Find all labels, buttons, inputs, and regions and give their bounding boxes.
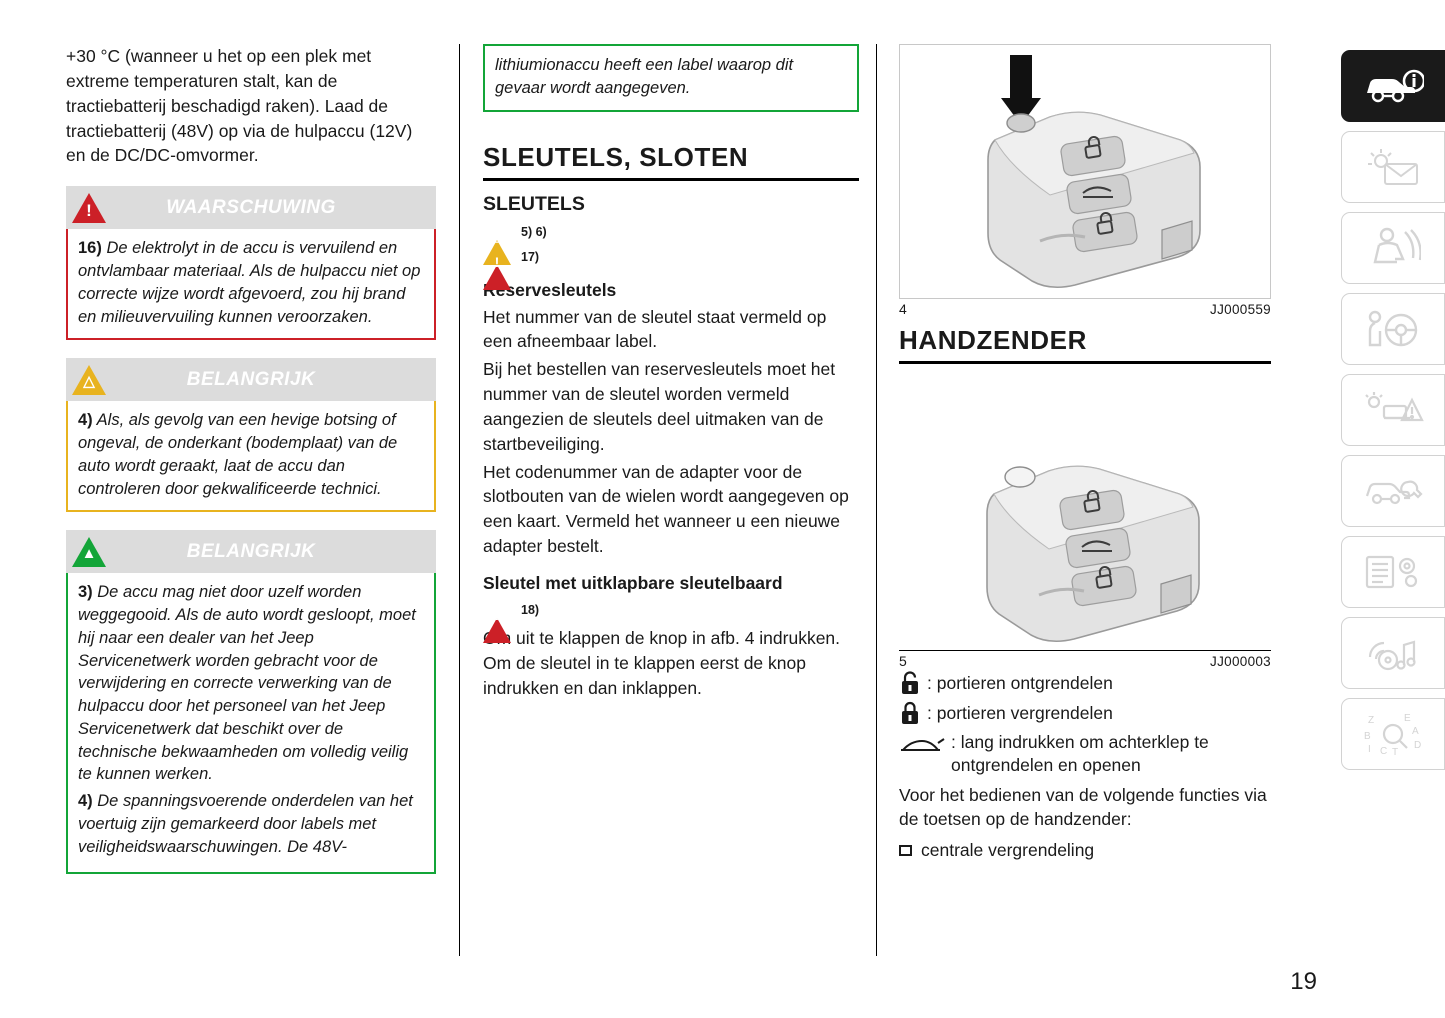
- unlock-icon: [899, 671, 921, 695]
- heading-remote-control: HANDZENDER: [899, 325, 1271, 364]
- caution-triangle-yellow-icon: △: [483, 223, 511, 241]
- warning-triangle-red-icon: !: [483, 248, 511, 266]
- svg-text:B: B: [1364, 731, 1371, 742]
- reference-row-1: [483, 223, 859, 244]
- heading-folding-key: Sleutel met uitklapbare sleutelbaard: [483, 572, 783, 593]
- legend-text-tailgate: : lang indrukken om achterklep te ontgrendelen en openen: [951, 732, 1209, 775]
- page-number: 19: [1290, 968, 1317, 995]
- tab-multimedia[interactable]: [1341, 617, 1445, 689]
- svg-text:D: D: [1414, 740, 1422, 751]
- emergency-warning-icon: [1362, 390, 1424, 430]
- notice-warning-number: 16): [78, 239, 102, 258]
- folding-key-image: [899, 44, 1271, 299]
- svg-text:E: E: [1404, 713, 1411, 724]
- legend-text-lock: : portieren vergrendelen: [927, 702, 1113, 723]
- chapter-tab-rail: [1335, 50, 1445, 779]
- multimedia-note-icon: [1364, 633, 1422, 673]
- notice-warning-header: [66, 186, 436, 229]
- folding-key-paragraph: Om uit te klappen de knop in afb. 4 indrukken. Om de sleutel in te klappen eerst de knop indrukken en dan inklappen.: [483, 627, 841, 698]
- tab-emergency[interactable]: [1341, 374, 1445, 446]
- folding-key-caption: [899, 299, 1271, 317]
- remote-control-illustration: [899, 374, 1269, 644]
- notice-green-text-1: De accu mag niet door uzelf worden weggegooid. Als de auto wordt gesloopt, moet hij naar een dealer van het Jeep Servicenetwerk worden gebracht voor de verwijdering en correcte verwerking van de hulpaccu door het personeel van het Jeep Servicenetwerk dat beschikt over de technische bekwaamheden om volledig veilig te kunnen werken.: [78, 583, 416, 784]
- notice-warning-text: De elektrolyt in de accu is vervuilend en ontvlambaar materiaal. Als de hulpaccu niet op correcte wijze wordt afgevoerd, zou hij brand en milieuvervuiling kunnen veroorzaken.: [78, 239, 421, 326]
- car-info-icon: [1362, 67, 1424, 105]
- environment-triangle-green-icon: ▲: [72, 535, 106, 569]
- remote-legend: [899, 671, 1271, 861]
- section-heading-keys-locks: SLEUTELS, SLOTEN: [483, 142, 859, 181]
- remote-control-key-figure: [899, 374, 1271, 669]
- svg-text:T: T: [1392, 747, 1399, 756]
- column-left: [66, 44, 436, 970]
- notice-important-yellow-title: BELANGRIJK: [186, 368, 316, 390]
- remote-control-image: [899, 374, 1271, 644]
- column-middle: [483, 44, 859, 970]
- folding-key-caption-number: 4: [899, 301, 907, 317]
- warning-triangle-red-icon: !: [483, 601, 511, 619]
- bullet-central-locking: [899, 840, 1271, 861]
- legend-text-unlock: : portieren ontgrendelen: [927, 672, 1113, 693]
- tab-specifications[interactable]: [1341, 536, 1445, 608]
- svg-text:A: A: [1412, 726, 1419, 737]
- spec-list-gear-icon: [1363, 552, 1423, 592]
- tab-driving[interactable]: [1341, 293, 1445, 365]
- tab-safety[interactable]: [1341, 212, 1445, 284]
- notice-continuation-box: [483, 44, 859, 112]
- notice-important-green: [66, 530, 436, 873]
- legend-row-unlock: [899, 671, 1271, 695]
- car-wrench-icon: [1362, 472, 1424, 510]
- folding-key-figure: [899, 44, 1271, 317]
- tab-index[interactable]: [1341, 698, 1445, 770]
- legend-row-tailgate: [899, 731, 1271, 777]
- notice-important-yellow-text: Als, als gevolg van een hevige botsing of ongeval, de onderkant (bodemplaat) van de auto wordt geraakt, laat de accu dan controleren door gekwalificeerde technici.: [78, 411, 398, 498]
- notice-warning: [66, 186, 436, 340]
- spare-keys-paragraph-1: Het nummer van de sleutel staat vermeld op een afneembaar label.: [483, 306, 827, 352]
- heading-spare-keys: Reservesleutels: [483, 279, 617, 300]
- tab-maintenance[interactable]: [1341, 455, 1445, 527]
- notice-green-number-2: 4): [78, 792, 93, 811]
- remote-closing-text: Voor het bedienen van de volgende functies via de toetsen op de handzender:: [899, 784, 1267, 830]
- remote-control-caption: [899, 651, 1271, 669]
- column-divider-1: [459, 44, 460, 956]
- notice-important-yellow: [66, 358, 436, 512]
- notice-important-yellow-header: [66, 358, 436, 401]
- bullet-text-central-locking: centrale vergrendeling: [921, 840, 1095, 861]
- svg-text:Z: Z: [1368, 715, 1375, 726]
- notice-green-text-2: De spanningsvoerende onderdelen van het voertuig zijn gemarkeerd door labels met veiligheidswaarschuwingen. De 48V-: [78, 792, 413, 856]
- reference-row-2: [483, 248, 859, 270]
- notice-warning-body: [66, 229, 436, 340]
- remote-caption-number: 5: [899, 653, 907, 669]
- intro-paragraph: +30 °C (wanneer u het op een plek met extreme temperaturen stalt, kan de tractiebatterij beschadigd raken). Laad de tractiebatterij (48V) op via de hulpaccu (12V) en de DC/DC-omvormer.: [66, 46, 413, 166]
- notice-important-green-body: [66, 573, 436, 873]
- tailgate-icon: [899, 736, 945, 756]
- square-bullet-icon: [899, 845, 912, 856]
- tab-dashboard[interactable]: [1341, 131, 1445, 203]
- subsection-heading-keys: SLEUTELS: [483, 192, 585, 215]
- reference-numbers-1: 5) 6): [521, 224, 547, 239]
- alphabetical-index-icon: [1362, 712, 1424, 756]
- folding-key-caption-code: JJ000559: [1210, 302, 1271, 317]
- spare-keys-paragraph-3: Het codenummer van de adapter voor de slotbouten van de wielen wordt aangegeven op een kaart. Vermeld het wanneer u een nieuwe adapter bestelt.: [483, 461, 849, 557]
- notice-continuation-text: lithiumionaccu heeft een label waarop dit gevaar wordt aangegeven.: [495, 56, 794, 97]
- warning-triangle-red-icon: !: [72, 191, 106, 225]
- folding-key-illustration: [900, 45, 1270, 300]
- lock-icon: [899, 701, 921, 725]
- reference-numbers-2: 17): [521, 249, 540, 264]
- tab-car-info[interactable]: [1341, 50, 1445, 122]
- svg-text:I: I: [1368, 744, 1371, 755]
- dashboard-mail-icon: [1363, 146, 1423, 188]
- notice-important-green-title: BELANGRIJK: [186, 540, 316, 562]
- column-divider-2: [876, 44, 877, 956]
- reference-row-3: [483, 601, 859, 623]
- notice-important-yellow-number: 4): [78, 411, 93, 430]
- svg-text:C: C: [1380, 746, 1388, 756]
- remote-caption-code: JJ000003: [1210, 654, 1271, 669]
- column-right: [899, 44, 1271, 970]
- notice-important-yellow-body: [66, 401, 436, 512]
- caution-triangle-yellow-icon: △: [72, 363, 106, 397]
- steering-wheel-icon: [1365, 308, 1421, 350]
- reference-numbers-3: 18): [521, 602, 540, 617]
- seatbelt-safety-icon: [1365, 226, 1421, 270]
- notice-green-number-1: 3): [78, 583, 93, 602]
- spare-keys-paragraph-2: Bij het bestellen van reservesleutels moet het nummer van de sleutel worden vermeld aangezien de sleutels deel uitmaken van de startbeveiliging.: [483, 359, 836, 454]
- notice-important-green-header: [66, 530, 436, 573]
- notice-warning-title: WAARSCHUWING: [166, 196, 336, 218]
- legend-row-lock: [899, 701, 1271, 725]
